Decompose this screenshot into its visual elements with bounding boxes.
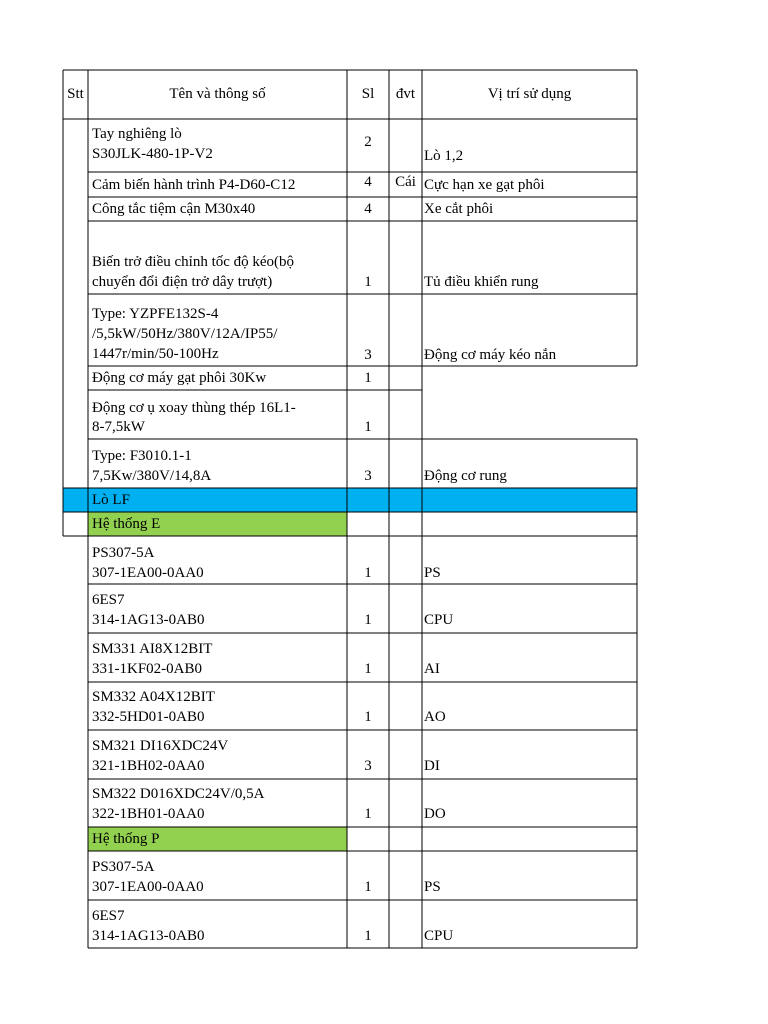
row-sl: 3 [364,758,372,774]
row-name-line2: 332-5HD01-0AB0 [92,709,205,725]
row-location: DO [424,806,446,822]
row-name-line1: SM321 DI16XDC24V [92,738,229,754]
row-name-line2: 307-1EA00-0AA0 [92,879,204,895]
row-sl: 3 [364,347,372,363]
row-name-line1: Động cơ máy gạt phôi 30Kw [92,370,267,386]
row-sl: 4 [364,201,372,217]
row-location: AI [424,661,440,677]
row-name-line2: /5,5kW/50Hz/380V/12A/IP55/ [92,326,278,342]
row-location: CPU [424,928,454,944]
header-location: Vị trí sử dụng [487,86,572,102]
row-name-line1: Cảm biến hành trình P4-D60-C12 [92,177,296,193]
row-sl: 1 [364,565,372,581]
row-name-line2: 8-7,5kW [92,419,145,435]
header-dvt: đvt [395,86,416,102]
row-location: PS [424,879,441,895]
row-sl: 1 [364,709,372,725]
row-name-line2: S30JLK-480-1P-V2 [92,146,213,162]
row-sl: 1 [364,806,372,822]
row-name-line1: PS307-5A [92,859,155,875]
row-location: AO [424,709,446,725]
row-sl: 4 [364,174,372,190]
header-stt: Stt [67,86,84,102]
row-location: Lò 1,2 [424,148,464,164]
row-sl: 1 [364,419,372,435]
row-sl: 1 [364,274,372,290]
row-location: CPU [424,612,454,628]
row-name-line2: 321-1BH02-0AA0 [92,758,205,774]
row-sl: 1 [364,661,372,677]
row-name-line2: chuyển đổi điện trở dây trượt) [92,274,273,290]
row-location: Tủ điều khiển rung [424,274,539,290]
row-name-line2: 314-1AG13-0AB0 [92,928,205,944]
row-name-line1: SM332 A04X12BIT [92,689,215,705]
row-name-line1: SM322 D016XDC24V/0,5A [92,786,265,802]
row-location: PS [424,565,441,581]
row-dvt: Cái [395,174,416,190]
row-name-line1: Biến trở điều chỉnh tốc độ kéo(bộ [92,254,295,270]
row-location: Cực hạn xe gạt phôi [424,177,545,193]
row-name-line1: Động cơ ụ xoay thùng thép 16L1- [92,400,296,416]
row-name-line2: 322-1BH01-0AA0 [92,806,205,822]
header-sl: Sl [361,86,375,102]
row-name-line3: 1447r/min/50-100Hz [92,346,219,362]
row-name-line1: 6ES7 [92,908,125,924]
row-sl: 3 [364,468,372,484]
row-name-line1: 6ES7 [92,592,125,608]
row-name-line1: Tay nghiêng lò [92,126,182,142]
subsection-title: Hệ thống E [92,516,161,532]
header-name: Tên và thông số [169,86,266,102]
row-sl: 1 [364,928,372,944]
row-location: Động cơ máy kéo nắn [424,347,557,363]
row-name-line1: Type: YZPFE132S-4 [92,306,219,322]
row-location: Xe cắt phôi [424,201,494,217]
row-name-line1: SM331 AI8X12BIT [92,641,213,657]
row-sl: 2 [364,134,372,150]
section-lo-lf-fill [63,488,637,512]
row-name-line2: 307-1EA00-0AA0 [92,565,204,581]
row-location: Động cơ rung [424,468,507,484]
row-name-line1: Type: F3010.1-1 [92,448,192,464]
row-sl: 1 [364,612,372,628]
row-name-line1: Công tắc tiệm cận M30x40 [92,201,256,217]
row-name-line1: PS307-5A [92,545,155,561]
row-sl: 1 [364,370,372,386]
row-name-line2: 7,5Kw/380V/14,8A [92,468,212,484]
row-name-line2: 314-1AG13-0AB0 [92,612,205,628]
row-name-line2: 331-1KF02-0AB0 [92,661,203,677]
row-location: DI [424,758,440,774]
section-title: Lò LF [92,492,130,508]
subsection-title: Hệ thống P [92,831,160,847]
row-sl: 1 [364,879,372,895]
